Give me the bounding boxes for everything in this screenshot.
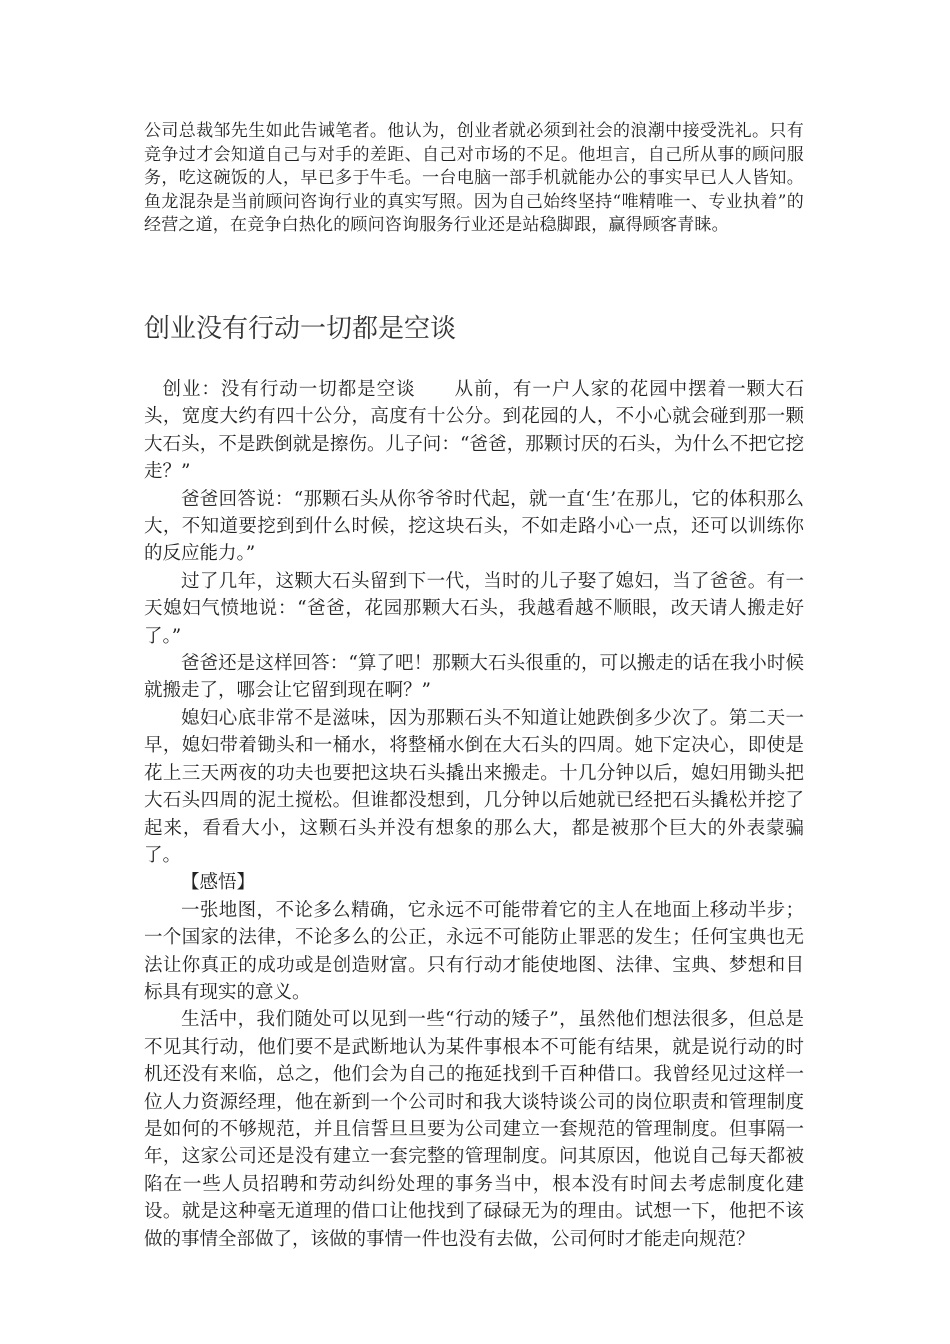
paragraph-father-answer: 爸爸还是这样回答：“算了吧！那颗大石头很重的，可以搬走的话在我小时候就搬走了，哪会让它留到现在啊？” bbox=[144, 653, 804, 702]
article-heading: 创业没有行动一切都是空谈 bbox=[144, 314, 457, 344]
paragraph-father-reply: 爸爸回答说：“那颗石头从你爷爷时代起，就一直‘生’在那儿，它的体积那么大，不知道要挖到到什么时候，挖这块石头，不如走路小心一点，还可以训练你的反应能力。” bbox=[144, 488, 804, 565]
article-body bbox=[144, 376, 804, 1253]
paragraph-story-opening: 创业：没有行动一切都是空谈 从前，有一户人家的花园中摆着一颗大石头，宽度大约有四十公分，高度有十公分。到花园的人，不小心就会碰到那一颗大石头，不是跌倒就是擦伤。儿子问：“爸爸，那颗讨厌的石头，为什么不把它挖走？” bbox=[144, 379, 804, 483]
paragraph-daughter-in-law: 媳妇心底非常不是滋味，因为那颗石头不知道让她跌倒多少次了。第二天一早，媳妇带着锄头和一桶水，将整桶水倒在大石头的四周。她下定决心，即使是花上三天两夜的功夫也要把这块石头撬出来搬走。十几分钟以后，媳妇用锄头把大石头四周的泥土搅松。但谁都没想到，几分钟以后她就已经把石头撬松并挖了起来，看看大小，这颗石头并没有想象的那么大，都是被那个巨大的外表蒙骗了。 bbox=[144, 707, 804, 866]
paragraph-map-analogy: 一张地图，不论多么精确，它永远不可能带着它的主人在地面上移动半步；一个国家的法律，不论多么的公正，永远不可能防止罪恶的发生；任何宝典也无法让你真正的成功或是创造财富。只有行动才能使地图、法律、宝典、梦想和目标具有现实的意义。 bbox=[144, 899, 804, 1003]
paragraph-next-generation: 过了几年，这颗大石头留到下一代，当时的儿子娶了媳妇，当了爸爸。有一天媳妇气愤地说：“爸爸，花园那颗大石头，我越看越不顺眼，改天请人搬走好了。” bbox=[144, 570, 804, 647]
intro-paragraph: 公司总裁邹先生如此告诫笔者。他认为，创业者就必须到社会的浪潮中接受洗礼。只有竞争过才会知道自己与对手的差距、自己对市场的不足。他坦言，自己所从事的顾问服务，吃这碗饭的人，早已多于牛毛。一台电脑一部手机就能办公的事实早已人人皆知。鱼龙混杂是当前顾问咨询行业的真实写照。因为自己始终坚持“唯精唯一、专业执着”的经营之道，在竞争白热化的顾问咨询服务行业还是站稳脚跟，赢得顾客青睐。 bbox=[144, 121, 804, 236]
paragraph-action-dwarf: 生活中，我们随处可以见到一些“行动的矮子”，虽然他们想法很多，但总是不见其行动，他们要不是武断地认为某件事根本不可能有结果，就是说行动的时机还没有来临，总之，他们会为自己的拖延找到千百种借口。我曾经见过这样一位人力资源经理，他在新到一个公司时和我大谈特谈公司的岗位职责和管理制度是如何的不够规范，并且信誓旦旦要为公司建立一套规范的管理制度。但事隔一年，这家公司还是没有建立一套完整的管理制度。问其原因，他说自己每天都被陷在一些人员招聘和劳动纠纷处理的事务当中，根本没有时间去考虑制度化建设。就是这种毫无道理的借口让他找到了碌碌无为的理由。试想一下，他把不该做的事情全部做了，该做的事情一件也没有去做，公司何时才能走向规范？ bbox=[144, 1009, 804, 1250]
paragraph-insight-label: 【感悟】 bbox=[181, 872, 256, 894]
